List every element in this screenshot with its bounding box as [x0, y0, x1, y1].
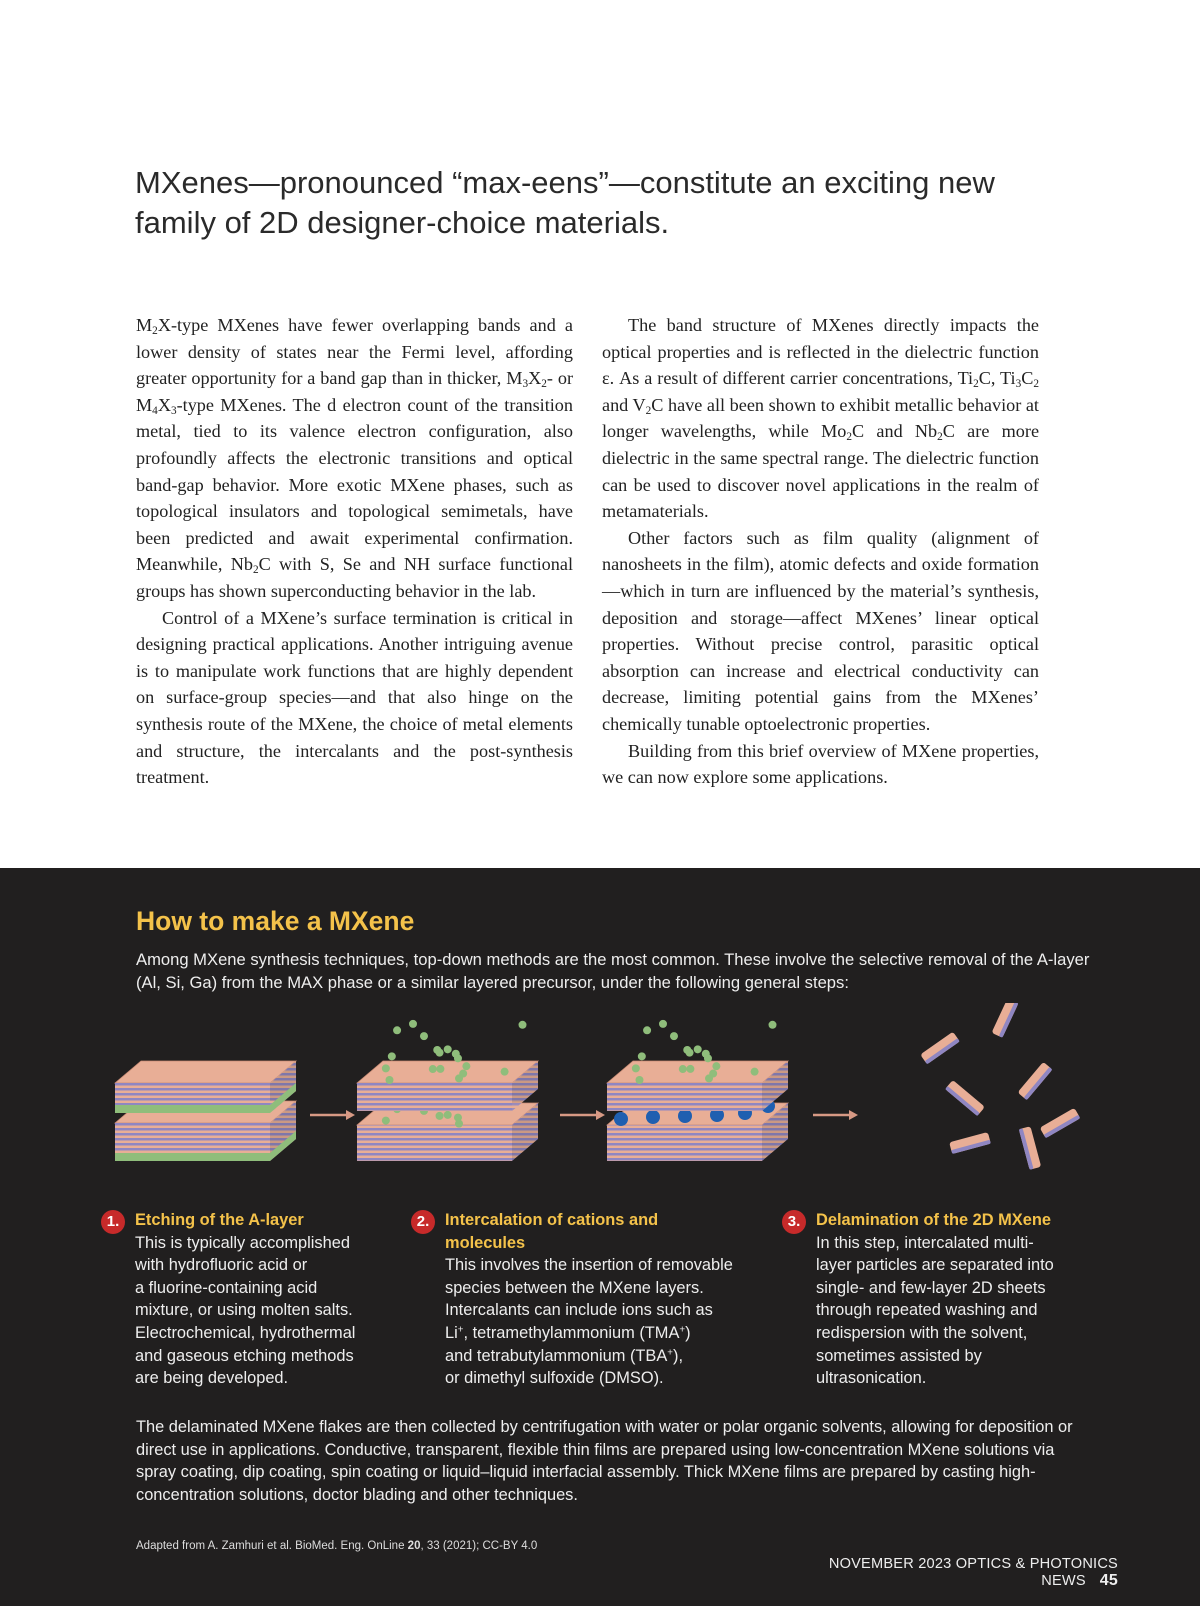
sidebar-title: How to make a MXene	[136, 906, 415, 936]
body-column-right	[602, 312, 1039, 791]
body-paragraph: Control of a MXene’s surface termination is critical in designing practical applications. Another intriguing avenue is to manipulate work functions that are highly dependent on surface-group species—and that also hinge on the synthesis route of the MXene, the choice of metal elements and structure, the intercalants and the post-synthesis treatment.	[136, 607, 573, 788]
step-heading: Intercalation of cations and molecules	[445, 1211, 659, 1252]
arrow-right-icon	[560, 1110, 605, 1120]
max-phase-stack	[115, 1061, 296, 1161]
body-column-left	[136, 312, 573, 791]
body-paragraph: $M_2X$-type MXenes have fewer overlapping bands and a lower density of states near the Fermi level, affording greater opportunity for a band gap than in thicker, $M_3X_2-$ or $M_4X_3$-type MXenes. The d electron count of the transition metal, tied to its valence electron configuration, also profoundly affects the electronic transitions and optical band-gap behavior. More exotic MXene phases, such as topological insulators and topological semimetals, have been predicted and await experimental confirmation. Meanwhile, $Nb_2C$ with S, Se and NH surface functional groups has shown superconducting behavior in the lab.	[136, 315, 573, 601]
step-etching	[106, 1209, 435, 1390]
etched-stack	[357, 1020, 538, 1161]
page-footer	[752, 1556, 1118, 1590]
sidebar-how-to-make-mxene	[0, 868, 1200, 1606]
step-number-badge: 2.	[411, 1210, 435, 1234]
body-paragraph: Building from this brief overview of MXene properties, we can now explore some applications.	[602, 740, 1039, 788]
step-number-badge: 1.	[101, 1210, 125, 1234]
step-heading: Etching of the A-layer	[135, 1211, 304, 1229]
step-text: This is typically accomplished with hydrofluoric acid or a fluorine-containing acid mixture, or using molten salts. Electrochemical, hydrothermal and gaseous etching methods are being developed.	[135, 1233, 356, 1388]
image-credit: Adapted from A. Zamhuri et al. BioMed. Eng. OnLine 20, 33 (2021); CC-BY 4.0	[136, 1540, 538, 1552]
sidebar-intro: Among MXene synthesis techniques, top-down methods are the most common. These involve the selective removal of the A-layer (Al, Si, Ga) from the MAX phase or a similar layered precursor, under the following general steps:	[136, 950, 1090, 992]
issue-line: NOVEMBER 2023 OPTICS & PHOTONICS NEWS	[828, 1556, 1118, 1589]
pull-quote: MXenes—pronounced “max-eens”—constitute an exciting new family of 2D designer-choice materials.	[135, 165, 995, 240]
mxene-flake	[949, 1132, 991, 1154]
arrow-right-icon	[310, 1110, 355, 1120]
step-heading: Delamination of the 2D MXene	[816, 1211, 1051, 1229]
mxene-flake	[945, 1080, 985, 1116]
mxene-flake	[1019, 1126, 1041, 1170]
intercalated-lower-layer	[607, 1103, 788, 1161]
step-delamination	[787, 1209, 1116, 1390]
arrow-right-icon	[813, 1110, 858, 1120]
step-text: This involves the insertion of removable species between the MXene layers. Intercalants can include ions such as Li+, tetramethylammonium (TMA+) and tetrabutylammonium (TBA+), or dimethyl sulfoxide (DMSO).	[445, 1256, 733, 1388]
max-phase-upper-layer	[115, 1061, 296, 1113]
step-text: In this step, intercalated multi- layer particles are separated into single- and few-layer 2D sheets through repeated washing and redispersion with the solvent, sometimes assisted by ultrasonication.	[816, 1233, 1054, 1388]
page-number: 45	[1099, 1572, 1118, 1589]
sidebar-outro: The delaminated MXene flakes are then collected by centrifugation with water or polar organic solvents, allowing for deposition or direct use in applications. Conductive, transparent, flexible thin films are prepared using low-concentration MXene solutions via spray coating, dip coating, spin coating or liquid–liquid interfacial assembly. Thick MXene films are prepared by casting high-concentration solutions, doctor blading and other techniques.	[136, 1418, 1073, 1504]
intercalated-stack	[607, 1020, 788, 1161]
body-paragraph: Other factors such as film quality (alignment of nanosheets in the film), atomic defects and oxide formation—which in turn are influenced by the material’s synthesis, deposition and storage—affect MXenes’ linear optical properties. Without precise control, parasitic optical absorption can increase and electrical conductivity can decrease, limiting potential gains from the MXenes’ chemically tunable optoelectronic properties.	[602, 527, 1039, 734]
step-number-badge: 3.	[782, 1210, 806, 1234]
mxene-flake	[920, 1032, 960, 1065]
mxene-flake	[1018, 1062, 1053, 1100]
delaminated-flakes	[920, 1003, 1080, 1170]
mxene-flake	[1040, 1108, 1081, 1138]
mxene-flake	[992, 1003, 1019, 1038]
synthesis-illustration	[100, 1003, 1100, 1203]
body-paragraph: The band structure of MXenes directly impacts the optical properties and is reflected in the dielectric function ε. As a result of different carrier concentrations, $Ti_2C$, $Ti_3C_2$ and $V_2C$ have all been shown to exhibit metallic behavior at longer wavelengths, while $Mo_2C$ and $Nb_2C$ are more dielectric in the same spectral range. The dielectric function can be used to discover novel applications in the realm of metamaterials.	[602, 315, 1040, 522]
step-intercalation	[416, 1209, 745, 1390]
